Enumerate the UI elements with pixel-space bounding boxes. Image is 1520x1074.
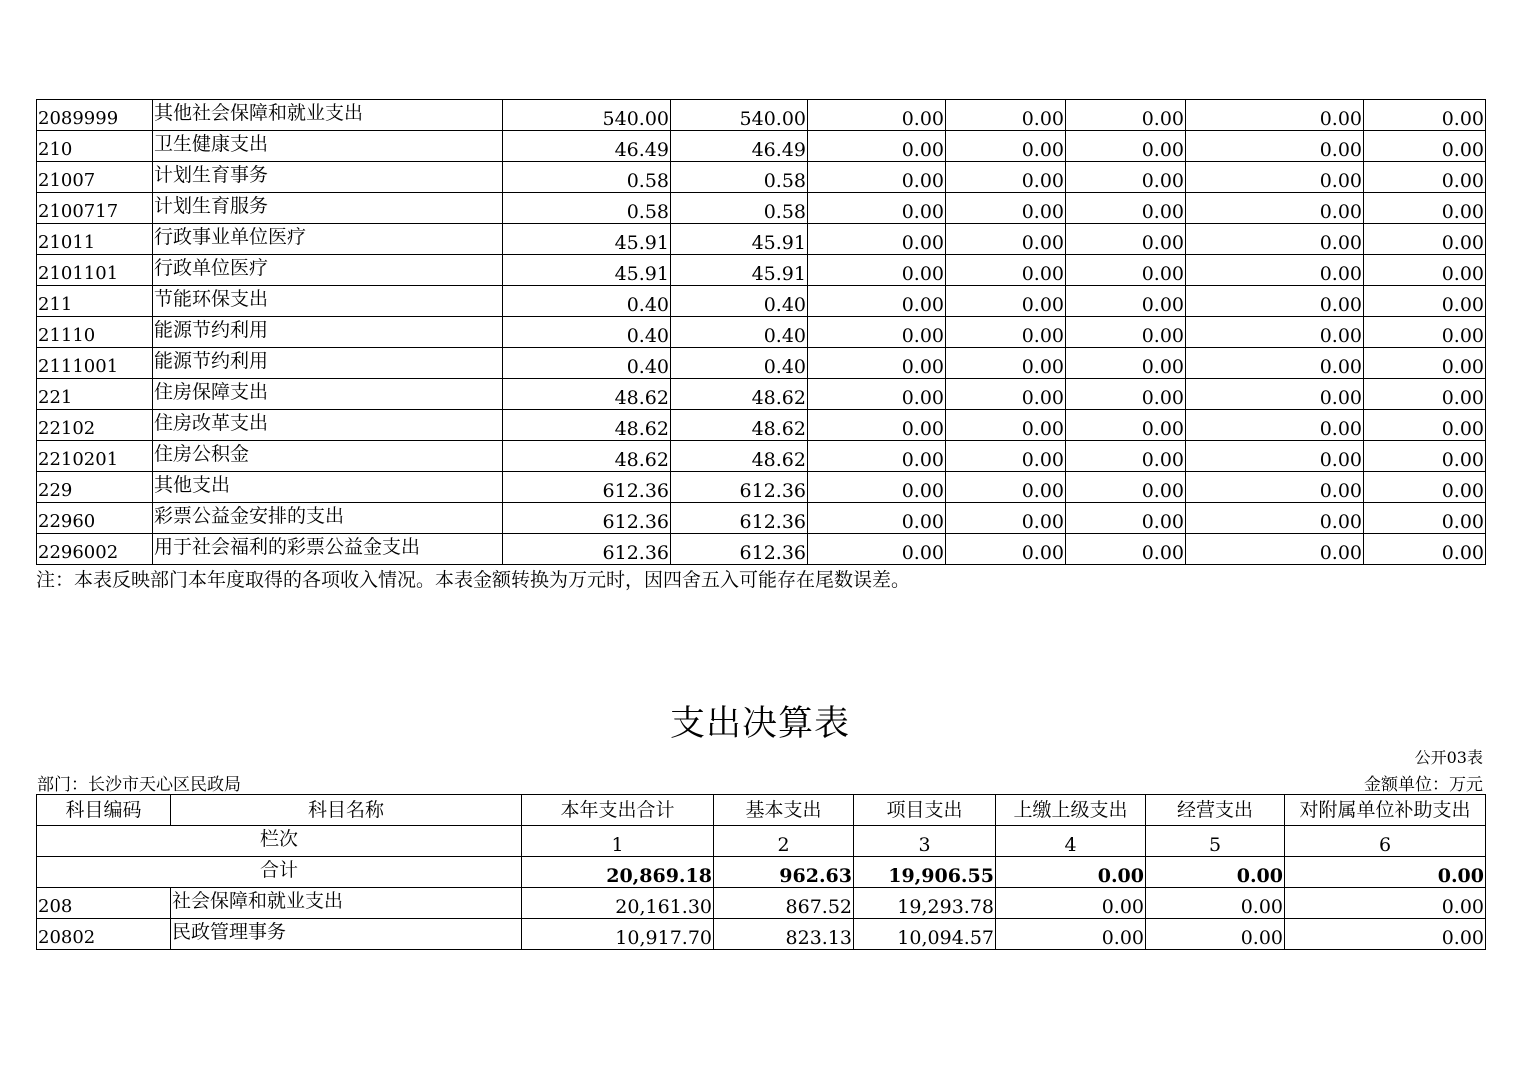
- amount-cell: 0.40: [671, 317, 808, 348]
- subject-code: 22960: [37, 503, 153, 534]
- amount-cell: 0.00: [1186, 534, 1364, 565]
- subject-name: 卫生健康支出: [153, 131, 503, 162]
- amount-cell: 10,094.57: [854, 919, 996, 950]
- subject-name: 社会保障和就业支出: [171, 888, 522, 919]
- amount-cell: 0.00: [946, 503, 1066, 534]
- subject-code: 21007: [37, 162, 153, 193]
- subject-name: 节能环保支出: [153, 286, 503, 317]
- amount-cell: 0.00: [946, 286, 1066, 317]
- expenditure-table-body: [37, 795, 1486, 950]
- table-row: [37, 100, 1486, 131]
- subject-name: 能源节约利用: [153, 317, 503, 348]
- department-label: 部门：长沙市天心区民政局: [37, 775, 241, 795]
- header-cell: 对附属单位补助支出: [1285, 795, 1486, 826]
- amount-cell: 0.00: [1364, 286, 1486, 317]
- amount-cell: 0.00: [808, 224, 946, 255]
- amount-cell: 0.40: [671, 286, 808, 317]
- header-row: [37, 795, 1486, 826]
- amount-cell: 0.00: [1066, 255, 1186, 286]
- subject-name: 用于社会福利的彩票公益金支出: [153, 534, 503, 565]
- table-number: 公开03表: [1414, 748, 1483, 767]
- table-row: [37, 441, 1486, 472]
- amount-cell: 0.00: [1066, 317, 1186, 348]
- index-cell: 5: [1146, 826, 1285, 857]
- subject-code: 2089999: [37, 100, 153, 131]
- amount-cell: 0.00: [1285, 888, 1486, 919]
- table-row: [37, 193, 1486, 224]
- table-row: [37, 162, 1486, 193]
- amount-cell: 48.62: [671, 379, 808, 410]
- total-cell: 0.00: [1285, 857, 1486, 888]
- amount-cell: 0.00: [1285, 919, 1486, 950]
- amount-cell: 0.00: [946, 193, 1066, 224]
- subject-code: 208: [37, 888, 171, 919]
- table-row: [37, 410, 1486, 441]
- table-row: [37, 224, 1486, 255]
- amount-cell: 540.00: [503, 100, 671, 131]
- amount-cell: 0.00: [946, 255, 1066, 286]
- subject-name: 计划生育服务: [153, 193, 503, 224]
- amount-cell: 0.00: [808, 286, 946, 317]
- amount-cell: 0.40: [503, 348, 671, 379]
- amount-cell: 0.00: [808, 503, 946, 534]
- index-cell: 6: [1285, 826, 1486, 857]
- amount-cell: 0.00: [1186, 224, 1364, 255]
- amount-cell: 10,917.70: [522, 919, 714, 950]
- subject-code: 2296002: [37, 534, 153, 565]
- total-cell: 962.63: [714, 857, 854, 888]
- amount-cell: 0.00: [946, 162, 1066, 193]
- income-table: [36, 99, 1486, 565]
- amount-cell: 612.36: [503, 472, 671, 503]
- total-cell: 0.00: [1146, 857, 1285, 888]
- header-cell: 本年支出合计: [522, 795, 714, 826]
- subject-code: 210: [37, 131, 153, 162]
- amount-cell: 45.91: [503, 224, 671, 255]
- table-row: [37, 317, 1486, 348]
- amount-cell: 612.36: [671, 472, 808, 503]
- total-row: [37, 857, 1486, 888]
- amount-cell: 0.00: [808, 100, 946, 131]
- amount-cell: 0.00: [1186, 193, 1364, 224]
- amount-cell: 20,161.30: [522, 888, 714, 919]
- amount-cell: 0.00: [1066, 472, 1186, 503]
- amount-cell: 0.00: [808, 131, 946, 162]
- amount-cell: 0.00: [1066, 131, 1186, 162]
- amount-cell: 48.62: [671, 441, 808, 472]
- amount-cell: 0.00: [946, 100, 1066, 131]
- table-row: [37, 348, 1486, 379]
- amount-cell: 0.00: [1364, 503, 1486, 534]
- subject-code: 211: [37, 286, 153, 317]
- amount-cell: 0.00: [808, 348, 946, 379]
- subject-code: 2210201: [37, 441, 153, 472]
- index-cell: 1: [522, 826, 714, 857]
- amount-cell: 0.40: [503, 286, 671, 317]
- amount-cell: 48.62: [671, 410, 808, 441]
- table-row: [37, 919, 1486, 950]
- amount-cell: 0.00: [1066, 379, 1186, 410]
- index-cell: 2: [714, 826, 854, 857]
- amount-cell: 45.91: [671, 224, 808, 255]
- table-row: [37, 379, 1486, 410]
- table-row: [37, 131, 1486, 162]
- amount-cell: 612.36: [671, 534, 808, 565]
- subject-code: 229: [37, 472, 153, 503]
- subject-name: 计划生育事务: [153, 162, 503, 193]
- amount-cell: 0.00: [1364, 131, 1486, 162]
- amount-cell: 0.00: [1186, 100, 1364, 131]
- total-label: 合计: [37, 857, 522, 888]
- subject-name: 能源节约利用: [153, 348, 503, 379]
- amount-cell: 46.49: [503, 131, 671, 162]
- amount-cell: 0.00: [1066, 410, 1186, 441]
- amount-cell: 0.00: [1186, 162, 1364, 193]
- amount-cell: 0.00: [808, 162, 946, 193]
- amount-cell: 0.00: [1066, 503, 1186, 534]
- amount-cell: 45.91: [503, 255, 671, 286]
- amount-cell: 48.62: [503, 379, 671, 410]
- amount-cell: 0.00: [1066, 441, 1186, 472]
- amount-cell: 0.00: [946, 348, 1066, 379]
- header-cell: 科目编码: [37, 795, 171, 826]
- total-cell: 20,869.18: [522, 857, 714, 888]
- amount-cell: 0.00: [808, 255, 946, 286]
- amount-cell: 0.00: [808, 193, 946, 224]
- amount-cell: 0.00: [1186, 379, 1364, 410]
- amount-cell: 0.00: [1364, 410, 1486, 441]
- table-row: [37, 503, 1486, 534]
- amount-cell: 0.00: [946, 379, 1066, 410]
- index-cell: 3: [854, 826, 996, 857]
- amount-cell: 0.00: [1364, 193, 1486, 224]
- amount-cell: 0.00: [1364, 472, 1486, 503]
- amount-cell: 0.00: [1066, 348, 1186, 379]
- amount-cell: 0.00: [1364, 441, 1486, 472]
- subject-code: 21110: [37, 317, 153, 348]
- subject-name: 其他社会保障和就业支出: [153, 100, 503, 131]
- subject-code: 2111001: [37, 348, 153, 379]
- amount-cell: 0.00: [1186, 410, 1364, 441]
- amount-cell: 45.91: [671, 255, 808, 286]
- amount-cell: 0.00: [1364, 162, 1486, 193]
- subject-name: 住房公积金: [153, 441, 503, 472]
- amount-cell: 0.00: [996, 888, 1146, 919]
- amount-cell: 0.00: [1364, 224, 1486, 255]
- amount-cell: 0.00: [1066, 534, 1186, 565]
- amount-cell: 0.00: [1364, 379, 1486, 410]
- amount-cell: 0.00: [946, 224, 1066, 255]
- header-cell: 项目支出: [854, 795, 996, 826]
- subject-name: 住房保障支出: [153, 379, 503, 410]
- index-cell: 4: [996, 826, 1146, 857]
- amount-cell: 0.00: [1066, 286, 1186, 317]
- amount-cell: 48.62: [503, 410, 671, 441]
- amount-cell: 0.00: [1364, 534, 1486, 565]
- subject-name: 彩票公益金安排的支出: [153, 503, 503, 534]
- subject-name: 住房改革支出: [153, 410, 503, 441]
- amount-cell: 0.00: [1146, 919, 1285, 950]
- amount-cell: 0.00: [1364, 100, 1486, 131]
- amount-cell: 0.00: [808, 534, 946, 565]
- amount-cell: 0.00: [1364, 255, 1486, 286]
- amount-unit-label: 金额单位：万元: [1364, 775, 1483, 795]
- amount-cell: 46.49: [671, 131, 808, 162]
- amount-cell: 0.00: [1186, 286, 1364, 317]
- amount-cell: 0.58: [671, 193, 808, 224]
- amount-cell: 0.00: [1186, 131, 1364, 162]
- amount-cell: 0.00: [946, 317, 1066, 348]
- amount-cell: 0.00: [1186, 441, 1364, 472]
- amount-cell: 612.36: [671, 503, 808, 534]
- income-note: 注：本表反映部门本年度取得的各项收入情况。本表金额转换为万元时，因四舍五入可能存在尾数误差。: [36, 569, 911, 591]
- amount-cell: 867.52: [714, 888, 854, 919]
- amount-cell: 0.00: [1186, 503, 1364, 534]
- amount-cell: 0.00: [1364, 348, 1486, 379]
- amount-cell: 0.58: [503, 193, 671, 224]
- amount-cell: 0.58: [503, 162, 671, 193]
- subject-code: 2101101: [37, 255, 153, 286]
- subject-code: 21011: [37, 224, 153, 255]
- header-cell: 经营支出: [1146, 795, 1285, 826]
- amount-cell: 0.40: [671, 348, 808, 379]
- expenditure-table: [36, 794, 1486, 950]
- amount-cell: 0.00: [1186, 255, 1364, 286]
- amount-cell: 0.40: [503, 317, 671, 348]
- index-row: [37, 826, 1486, 857]
- amount-cell: 540.00: [671, 100, 808, 131]
- amount-cell: 823.13: [714, 919, 854, 950]
- amount-cell: 0.00: [946, 131, 1066, 162]
- amount-cell: 0.00: [1146, 888, 1285, 919]
- table-row: [37, 255, 1486, 286]
- subject-code: 2100717: [37, 193, 153, 224]
- subject-code: 22102: [37, 410, 153, 441]
- amount-cell: 0.00: [1364, 317, 1486, 348]
- amount-cell: 0.00: [808, 441, 946, 472]
- amount-cell: 0.00: [1066, 193, 1186, 224]
- total-cell: 19,906.55: [854, 857, 996, 888]
- amount-cell: 0.00: [1186, 348, 1364, 379]
- amount-cell: 0.00: [808, 317, 946, 348]
- amount-cell: 0.00: [946, 410, 1066, 441]
- amount-cell: 0.00: [996, 919, 1146, 950]
- amount-cell: 0.00: [1186, 317, 1364, 348]
- page-title: 支出决算表: [669, 704, 850, 744]
- amount-cell: 0.00: [808, 410, 946, 441]
- amount-cell: 0.00: [1066, 100, 1186, 131]
- subject-name: 行政事业单位医疗: [153, 224, 503, 255]
- amount-cell: 0.00: [808, 379, 946, 410]
- income-table-body: [37, 100, 1486, 565]
- table-row: [37, 534, 1486, 565]
- table-row: [37, 472, 1486, 503]
- table-row: [37, 888, 1486, 919]
- subject-name: 民政管理事务: [171, 919, 522, 950]
- subject-name: 行政单位医疗: [153, 255, 503, 286]
- amount-cell: 0.00: [1066, 224, 1186, 255]
- amount-cell: 0.00: [1066, 162, 1186, 193]
- amount-cell: 0.00: [946, 472, 1066, 503]
- amount-cell: 0.00: [946, 534, 1066, 565]
- table-row: [37, 286, 1486, 317]
- subject-name: 其他支出: [153, 472, 503, 503]
- amount-cell: 48.62: [503, 441, 671, 472]
- header-cell: 基本支出: [714, 795, 854, 826]
- amount-cell: 0.00: [1186, 472, 1364, 503]
- header-cell: 上缴上级支出: [996, 795, 1146, 826]
- amount-cell: 612.36: [503, 534, 671, 565]
- total-cell: 0.00: [996, 857, 1146, 888]
- amount-cell: 612.36: [503, 503, 671, 534]
- amount-cell: 0.58: [671, 162, 808, 193]
- subject-code: 221: [37, 379, 153, 410]
- amount-cell: 19,293.78: [854, 888, 996, 919]
- header-cell: 科目名称: [171, 795, 522, 826]
- amount-cell: 0.00: [808, 472, 946, 503]
- index-label: 栏次: [37, 826, 522, 857]
- subject-code: 20802: [37, 919, 171, 950]
- amount-cell: 0.00: [946, 441, 1066, 472]
